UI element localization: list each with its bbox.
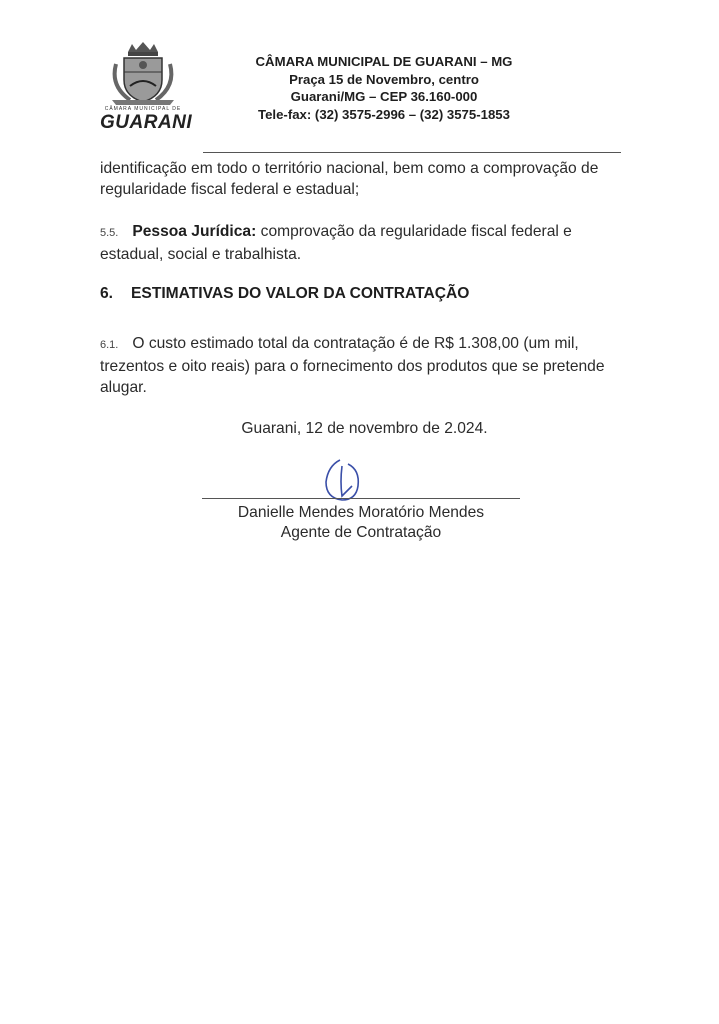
- item-text: O custo estimado total da contratação é de R$ 1.308,00 (um mil, trezentos e oito reais) para o fornecimento dos produtos que se pretende alugar.: [100, 335, 605, 396]
- letterhead: [214, 53, 554, 123]
- letterhead-phones: Tele-fax: (32) 3575-2996 – (32) 3575-1853: [258, 106, 510, 122]
- coat-of-arms-icon: [100, 42, 186, 106]
- document-date: Guarani, 12 de novembro de 2.024.: [241, 420, 488, 437]
- signature-line: [202, 498, 520, 499]
- logo-name: GUARANI: [100, 112, 193, 133]
- signer-block: [200, 503, 522, 543]
- item-text: comprovação da regularidade fiscal federal e estadual, social e trabalhista.: [100, 223, 572, 263]
- section-number: 6.: [100, 285, 114, 302]
- header-divider: [203, 152, 621, 153]
- item-number: 6.1.: [100, 339, 119, 351]
- signer-name: Danielle Mendes Moratório Mendes: [237, 504, 485, 521]
- municipal-logo: [100, 42, 193, 133]
- item-6-1: [100, 333, 628, 398]
- item-number: 5.5.: [100, 227, 119, 239]
- letterhead-institution: CÂMARA MUNICIPAL DE GUARANI – MG: [255, 54, 513, 69]
- item-5-5: [100, 221, 628, 265]
- logo-caption: CÂMARA MUNICIPAL DE: [104, 106, 182, 112]
- item-heading: Pessoa Jurídica:: [132, 223, 257, 240]
- paragraph-continuation: identificação em todo o território nacional, bem como a comprovação de regularidade fiscal federal e estadual;: [100, 160, 599, 198]
- section-title: ESTIMATIVAS DO VALOR DA CONTRATAÇÃO: [131, 285, 470, 302]
- handwritten-signature: [318, 456, 368, 504]
- section-heading: [100, 285, 469, 303]
- letterhead-address: Praça 15 de Novembro, centro: [289, 71, 479, 87]
- signer-role: Agente de Contratação: [280, 524, 442, 541]
- letterhead-city-cep: Guarani/MG – CEP 36.160-000: [290, 89, 478, 104]
